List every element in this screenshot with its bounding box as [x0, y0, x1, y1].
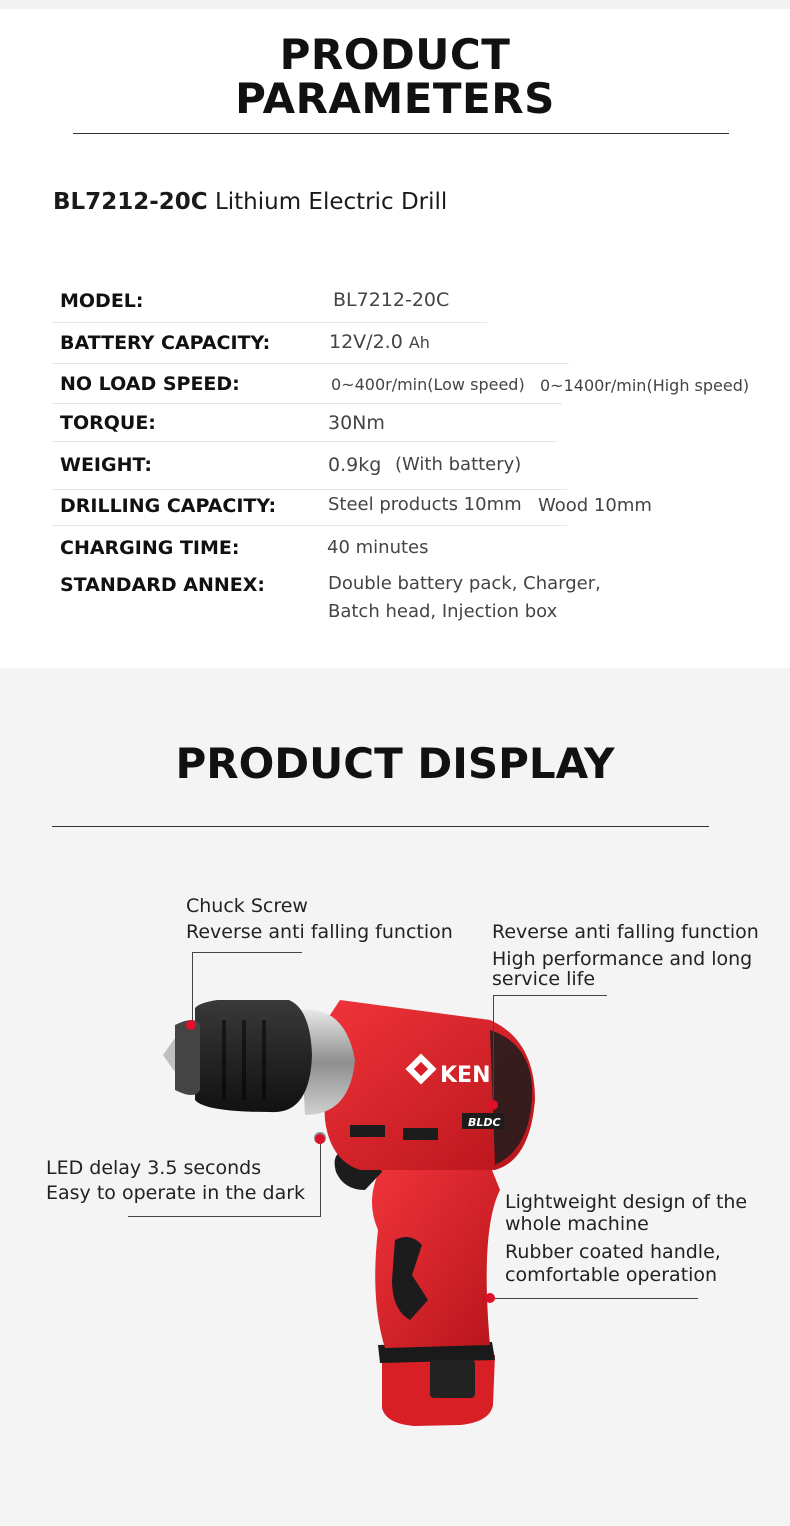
callout-led-leader-v — [320, 1140, 321, 1217]
param-label-speed: NO LOAD SPEED: — [60, 373, 240, 395]
callout-led-line1: LED delay 3.5 seconds — [46, 1157, 262, 1179]
callout-led-line2: Easy to operate in the dark — [46, 1182, 306, 1204]
parameters-section — [0, 9, 790, 668]
callout-handle-leader — [490, 1298, 698, 1299]
param-value-weight: 0.9kg — [328, 454, 382, 476]
callout-handle-line2: whole machine — [505, 1213, 649, 1235]
callout-chuck-leader-h — [192, 952, 302, 953]
top-band — [0, 0, 790, 9]
callout-motor-line2: High performance and long — [492, 948, 753, 970]
title-divider — [73, 133, 729, 134]
param-value-model: BL7212-20C — [333, 289, 450, 311]
display-title-divider — [52, 826, 709, 827]
param-value-speed-high: 0~1400r/min(High speed) — [540, 376, 750, 395]
param-value-charging: 40 minutes — [327, 537, 429, 558]
product-model: BL7212-20C — [53, 189, 208, 215]
param-value-battery — [329, 331, 430, 353]
parameters-title-line2: PARAMETERS — [235, 74, 555, 123]
param-value-annex-line1: Double battery pack, Charger, — [328, 573, 601, 594]
callout-handle-dot — [485, 1293, 495, 1303]
callout-led-dot — [315, 1134, 325, 1144]
callout-chuck-line1: Chuck Screw — [186, 895, 308, 917]
bldc-badge: BLDC — [468, 1116, 501, 1129]
row-divider — [52, 441, 557, 442]
param-label-battery: BATTERY CAPACITY: — [60, 332, 271, 354]
display-title: PRODUCT DISPLAY — [175, 739, 615, 788]
param-value-annex-line2: Batch head, Injection box — [328, 601, 558, 622]
battery-unit: Ah — [408, 333, 430, 352]
callout-motor-leader-v — [493, 995, 494, 1103]
param-value-torque: 30Nm — [328, 412, 385, 434]
row-divider — [52, 403, 562, 404]
callout-handle-line4: comfortable operation — [505, 1264, 718, 1286]
callout-handle-line3: Rubber coated handle, — [505, 1241, 721, 1263]
param-label-model: MODEL: — [60, 290, 144, 312]
product-name — [53, 187, 447, 217]
callout-chuck-line2: Reverse anti falling function — [186, 921, 453, 943]
callout-motor-dot — [488, 1100, 498, 1110]
product-type: Lithium Electric Drill — [214, 189, 448, 215]
param-value-drilling-wood: Wood 10mm — [538, 495, 652, 516]
callout-motor-line3: service life — [492, 968, 596, 990]
callout-motor-leader-h — [493, 995, 607, 996]
param-value-speed-low: 0~400r/min(Low speed) — [331, 375, 525, 394]
battery-voltage: 12V/2.0 — [329, 331, 403, 353]
param-label-weight: WEIGHT: — [60, 454, 153, 476]
callout-handle-line1: Lightweight design of the — [505, 1191, 748, 1213]
param-value-weight-note: (With battery) — [395, 454, 522, 475]
param-value-drilling-steel: Steel products 10mm — [328, 494, 522, 515]
callout-led-leader-h — [128, 1216, 320, 1217]
param-label-annex: STANDARD ANNEX: — [60, 574, 266, 596]
row-divider — [52, 322, 487, 323]
param-label-charging: CHARGING TIME: — [60, 537, 240, 559]
brand-logo-text: KEN — [440, 1063, 491, 1088]
row-divider — [52, 489, 567, 490]
callout-motor-line1: Reverse anti falling function — [492, 921, 759, 943]
param-label-torque: TORQUE: — [60, 412, 156, 434]
parameters-title-line1: PRODUCT — [279, 30, 511, 79]
callout-chuck-leader-v — [192, 952, 193, 1024]
drill-illustration — [160, 1000, 560, 1430]
row-divider — [52, 363, 569, 364]
row-divider — [52, 525, 567, 526]
callout-chuck-dot — [186, 1020, 196, 1030]
param-label-drilling: DRILLING CAPACITY: — [60, 495, 277, 517]
